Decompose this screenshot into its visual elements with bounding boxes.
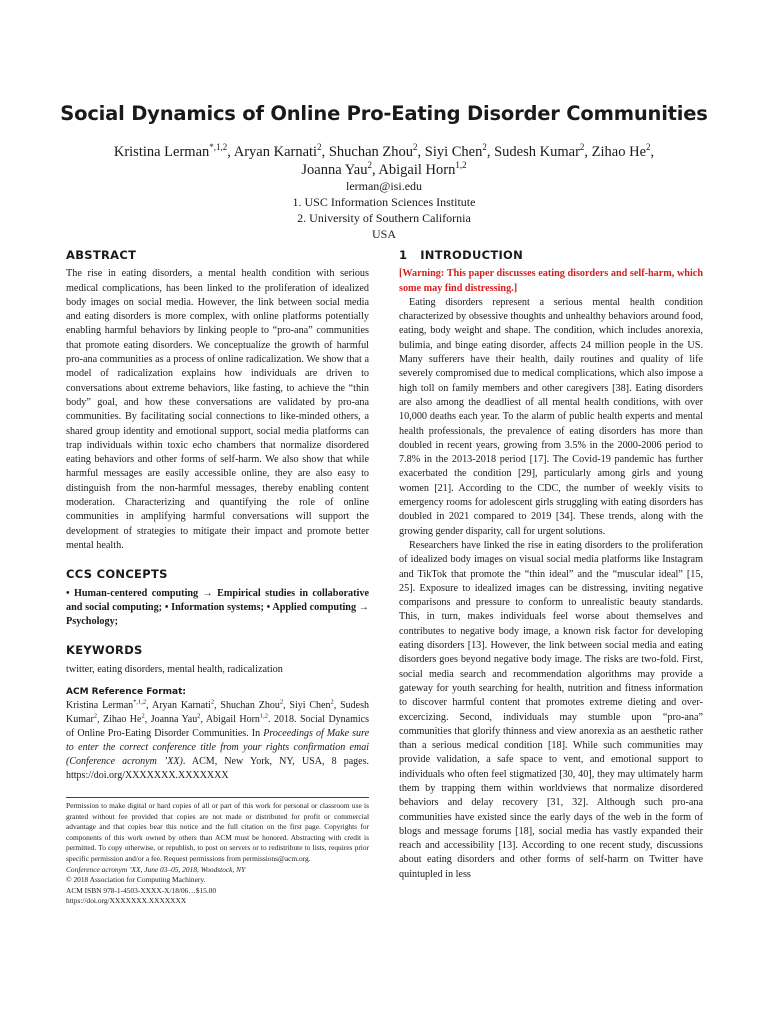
ref-text: . 2018. Social Dynamics of Online Pro-Eating Disorder Communities. In (66, 714, 369, 740)
ref-author-sup: 2 (330, 698, 334, 706)
author-affil-sup: 1,2 (455, 160, 467, 171)
intro-paragraph-2: Researchers have linked the rise in eating disorders to the proliferation of idealized body images on visual social media platforms like Instagram and TikTok that promote the “thin ideal” and the “muscular ideal” [15, 25]. Exposure to idealized images can be distressing, inviting negative comparisons and pressure to conform to unrealistic beauty standards. This, in turn, makes individuals feel worse about themselves and contributes to negative body image, a known risk factor for developing eating disorders [13]. However, the link between social media and eating disorders goes beyond negative body image. The risks are two-fold. First, social media search and recommendation algorithms may provide a gateway for youth searching for health, nutrition and fitness information to discover harmful content that promotes extreme dieting and over-excercizing. Second, individuals may stumble upon “pro-ana” communities that glorify thinness and view anorexia as an aesthetic rather than a serious medical condition [18]. While such communities may provide validation, a safe space to vent, and emotional support to individuals who often feel stigmatized [30, 40], they may ultimately harm them by trapping them within worldviews that normalize disordered behaviors and delay recovery [31, 32]. Although such pro-ana communities have existed since the early days of the web in the form of blogs and message forums [18], social media has vastly expanded their reach and accessibility [13]. According to one recent study, discussions about eating disorders and other forms of self-harm on Twitter have quintupled in less (399, 539, 703, 880)
author: Abigail Horn (378, 162, 456, 178)
isbn-line: ACM ISBN 978-1-4503-XXXX-X/18/06…$15.00 (66, 885, 217, 895)
permission-text: Permission to make digital or hard copies of all or part of this work for personal or classroom use is granted without fee provided that copies are not made or distributed for profit or commercial advantage and that copies bear this notice and the full citation on the first page. Copyrights for components of this work owned by others than ACM must be honored. Abstracting with credit is permitted. To copy otherwise, or republish, to post on servers or to redistribute to lists, requires prior specific permission and/or a fee. Request permissions from permissions@acm.org. (66, 801, 369, 863)
right-column (399, 248, 703, 882)
author-separator: , (486, 144, 495, 160)
ref-author-sup: 1,2 (259, 712, 269, 720)
author-separator: , (227, 144, 234, 160)
footnote-divider (66, 797, 369, 798)
keywords-text: twitter, eating disorders, mental health, radicalization (66, 663, 283, 675)
author-affil-sup: 2 (482, 142, 487, 153)
intro-paragraph-1: Eating disorders represent a serious mental health condition characterized by obsessive thoughts and unhealthy behaviors around food, eating, body weight and shape. The condition, which includes anorexia, bulimia, and binge eating disorder, affects 24 million people in the US. Many sufferers have their health, daily routines and quality of life severely compromised due to medical complications, which also impose a high toll on family members and other caregivers [38]. Eating disorders are also among the deadliest of all mental health conditions, with over 10,000 deaths each year. To the alarm of public health experts and mental health professionals, the prevalence of eating disorders has more than doubled in recent years, growing from 3.5% in the 2000-2006 period to 7.8% in the 2013-2018 period [17]. The Covid-19 pandemic has further exacerbated the condition [29], particularly among girls and young women [21]. According to the CDC, the number of weekly visits to emergency rooms for adolescent girls struggling with eating disorders has doubled in 2021 compared to 2019 [34]. These trends, along with the growing gender disparity, call for urgent solutions. (399, 296, 703, 537)
author: Siyi Chen (424, 144, 483, 160)
author-affil-sup: 2 (317, 142, 322, 153)
ref-author: , Abigail Horn (200, 714, 260, 726)
ccs-text: • Human-centered computing → Empirical studies in collaborative and social computing; • Information systems; • Applied computing → Psychology; (66, 587, 369, 628)
author: Sudesh Kumar (494, 144, 580, 160)
left-column (66, 248, 369, 783)
author-separator: , (321, 144, 329, 160)
content-warning: [Warning: This paper discusses eating disorders and self-harm, which some may find distressing.] (399, 268, 703, 294)
abstract-heading: ABSTRACT (66, 248, 137, 262)
author: Zihao He (591, 144, 647, 160)
ref-author-sup: 2 (93, 712, 98, 720)
ref-author-sup: 2 (141, 712, 145, 720)
author-affil-sup: 2 (413, 142, 418, 153)
doi-line: https://doi.org/XXXXXXX.XXXXXXX (66, 896, 187, 906)
author: Aryan Karnati (233, 144, 318, 160)
ref-author-sup: *,1,2 (133, 698, 147, 706)
author: Shuchan Zhou (328, 144, 413, 160)
ref-author-sup: 2 (279, 698, 284, 706)
ref-author: , Shuchan Zhou (214, 700, 280, 712)
author-list (60, 143, 708, 179)
copyright-line: © 2018 Association for Computing Machinery. (66, 875, 206, 885)
ref-author-sup: 2 (210, 698, 215, 706)
ccs-heading: CCS CONCEPTS (66, 567, 168, 582)
permission-notice (66, 801, 369, 907)
author-email: lerman@isi.edu (345, 179, 423, 193)
acm-reference-text (66, 699, 369, 783)
author-separator: , (650, 144, 655, 160)
conference-line: Conference acronym ’XX, June 03–05, 2018, Woodstock, NY (66, 864, 246, 874)
ref-text: . ACM, New York, NY, USA, 8 pages. https://doi.org/XXXXXXX.XXXXXXX (66, 756, 369, 782)
ref-venue: Proceedings of Make sure to enter the correct conference title from your rights confirmation emai (Conference acronym ’XX) (66, 728, 370, 768)
introduction-heading: 1 INTRODUCTION (399, 248, 524, 262)
ref-author: , Zihao He (97, 714, 142, 726)
author-line-2 (60, 161, 708, 179)
paper-title: Social Dynamics of Online Pro-Eating Disorder Communities (60, 102, 708, 125)
author-affil-sup: 2 (579, 142, 585, 153)
author-affil-sup: 2 (367, 160, 372, 171)
ref-author: , Siyi Chen (283, 700, 331, 712)
author-affil-sup: *,1,2 (209, 142, 228, 153)
author: Kristina Lerman (113, 144, 210, 160)
ref-author: , Joanna Yau (144, 714, 198, 726)
author-separator: , (371, 162, 379, 178)
affiliation-country: USA (371, 227, 396, 241)
ref-author-sup: 2 (197, 712, 201, 720)
abstract-text: The rise in eating disorders, a mental health condition with serious medical complications, has been linked to the proliferation of idealized body images on social media. However, the link between social media and eating disorders is more complex, with online platforms potentially enabling harmful behaviors by linking people to “pro-ana” communities that promote eating disorders. We conceptualize the growth of harmful pro-ana communities as a process of online radicalization. We show that a model of radicalization explains how individuals are driven to conversations about extreme behaviors, like fasting, to achieve the “thin body” goal, and how these conversations are validated by pro-ana communities. By facilitating social connections to like-minded others, a shared group identity and emotional support, social media platforms can trap individuals within toxic echo chambers that normalize disordered eating behaviors and other forms of self-harm. We also show that while harmful messages are easily accessible online, they are also easy to distinguish from the non-harmful messages, thereby enabling content moderation. Characterizing and quantifying the role of online communities in amplifying harmful conversations will support the development of strategies to mitigate their impact and promote better mental health. (66, 268, 369, 551)
ref-author: Kristina Lerman (66, 700, 134, 712)
affiliation-2: 2. University of Southern California (297, 211, 471, 225)
ref-author: , Aryan Karnati (146, 700, 211, 712)
keywords-heading: KEYWORDS (66, 643, 143, 658)
author-line-1 (60, 143, 708, 161)
acm-reference-heading: ACM Reference Format: (66, 687, 186, 698)
author-affil-sup: 2 (646, 142, 651, 153)
author: Joanna Yau (301, 162, 368, 178)
author-separator: , (584, 144, 592, 160)
author-separator: , (417, 144, 425, 160)
ref-author: , Sudesh Kumar (66, 700, 369, 726)
affiliation-1: 1. USC Information Sciences Institute (292, 195, 476, 209)
